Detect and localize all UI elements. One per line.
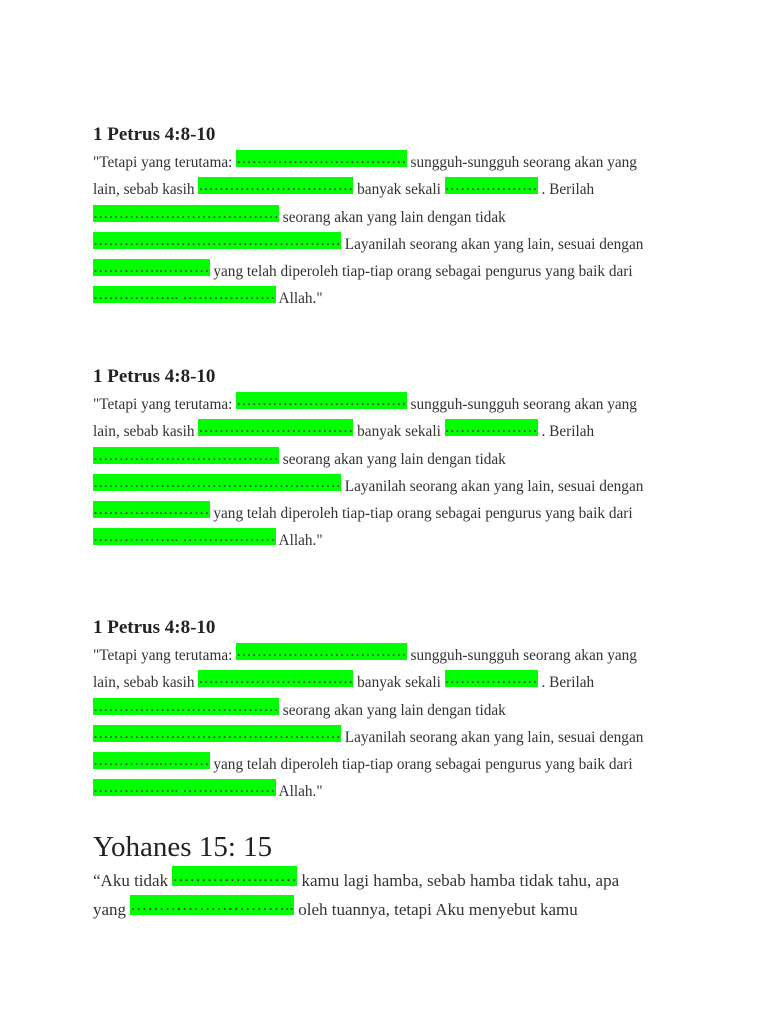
text-run: "Tetapi yang terutama: [93, 647, 237, 664]
text-line [93, 895, 675, 924]
passage-3 [93, 617, 683, 806]
text-line [93, 446, 683, 473]
fill-in-blank[interactable]: …………….. ……………… [93, 528, 276, 546]
text-line [93, 176, 683, 203]
text-run: lain, sebab kasih [93, 674, 199, 692]
text-run: Layanilah seorang akan yang lain, sesuai dengan [340, 477, 644, 495]
text-line [93, 642, 683, 669]
text-run: oleh [298, 900, 328, 919]
fill-in-blank[interactable]: ……………………….. [130, 895, 294, 914]
passage-text [93, 642, 683, 806]
text-line [93, 669, 683, 696]
text-line [93, 231, 683, 258]
text-run: Allah." [275, 783, 323, 801]
text-line [93, 258, 683, 285]
fill-in-blank[interactable]: …………..……… [93, 501, 210, 519]
fill-in-blank[interactable]: ………………………………………… [93, 231, 341, 249]
passage-1 [93, 124, 683, 313]
text-line [93, 149, 683, 176]
text-run: lain, sebab kasih [93, 181, 199, 199]
text-run: Layanilah seorang akan yang lain, sesuai dengan [340, 728, 644, 746]
text-run: banyak sekali [353, 423, 445, 441]
text-run: Aku [435, 900, 465, 919]
text-line [93, 697, 683, 724]
fill-in-blank[interactable]: …………….. ……………… [93, 286, 276, 304]
passage-heading: 1 Petrus 4:8-10 [93, 366, 216, 387]
text-run: sungguh-sungguh seorang akan yang [406, 647, 637, 664]
fill-in-blank[interactable]: ………………………… [198, 670, 354, 688]
text-run: Layanilah seorang akan yang lain, sesuai dengan [340, 235, 644, 253]
text-run: . Berilah [537, 674, 595, 692]
fill-in-blank[interactable]: ……………………………… [93, 697, 279, 715]
text-run: sungguh-sungguh seorang akan yang [406, 396, 637, 413]
text-run: seorang akan yang lain dengan tidak [278, 701, 506, 719]
fill-in-blank[interactable]: ………………………… [198, 177, 354, 195]
text-line [93, 724, 683, 751]
text-run: yang telah diperoleh tiap-tiap orang sebagai pengurus yang baik dari [209, 263, 633, 281]
text-line [93, 204, 683, 231]
text-run: menyebut [468, 900, 536, 919]
passage-heading: Yohanes 15: 15 [93, 831, 273, 863]
text-run: yang telah diperoleh tiap-tiap orang sebagai pengurus yang baik dari [209, 505, 633, 523]
passage-heading: 1 Petrus 4:8-10 [93, 617, 216, 638]
text-run: tetapi [394, 900, 432, 919]
text-run: lain, sebab kasih [93, 423, 199, 441]
text-run: banyak sekali [353, 181, 445, 199]
text-line [93, 527, 683, 554]
fill-in-blank[interactable]: ……………… [444, 419, 538, 437]
fill-in-blank[interactable]: ……………… [444, 670, 538, 688]
text-run: "Tetapi yang terutama: [93, 396, 237, 413]
text-run: kamu lagi hamba, sebab hamba tidak tahu, apa [297, 871, 620, 890]
text-run: seorang akan yang lain dengan tidak [278, 450, 506, 468]
fill-in-blank[interactable]: ………………………………………… [93, 473, 341, 491]
text-run: . Berilah [537, 423, 595, 441]
fill-in-blank[interactable]: …………..……… [93, 259, 210, 277]
fill-in-blank[interactable]: …………….. ……………… [93, 779, 276, 797]
text-line [93, 418, 683, 445]
passage-text [93, 391, 683, 555]
text-run: sungguh-sungguh seorang akan yang [406, 154, 637, 171]
fill-in-blank[interactable]: ……………………………… [93, 204, 279, 222]
text-line [93, 866, 675, 895]
passage-john [93, 830, 683, 924]
passage-heading: 1 Petrus 4:8-10 [93, 124, 216, 145]
fill-in-blank[interactable]: …………….…… [172, 866, 298, 885]
fill-in-blank[interactable]: …………………………… [236, 392, 407, 409]
fill-in-blank[interactable]: ……………………………… [93, 446, 279, 464]
fill-in-blank[interactable]: ……………… [444, 177, 538, 195]
text-run: "Tetapi yang terutama: [93, 154, 237, 171]
fill-in-blank[interactable]: …………………………… [236, 643, 407, 660]
text-run: tuannya, [331, 900, 390, 919]
fill-in-blank[interactable]: ………………………… [198, 419, 354, 437]
passage-2 [93, 366, 683, 555]
text-run: “Aku tidak [93, 871, 173, 890]
text-run: Allah." [275, 290, 323, 308]
fill-in-blank[interactable]: ………………………………………… [93, 724, 341, 742]
text-line [93, 778, 683, 805]
fill-in-blank[interactable]: …………..……… [93, 752, 210, 770]
text-run: banyak sekali [353, 674, 445, 692]
text-run: . Berilah [537, 181, 595, 199]
text-line [93, 500, 683, 527]
fill-in-blank[interactable]: …………………………… [236, 150, 407, 167]
text-line [93, 751, 683, 778]
text-run: yang telah diperoleh tiap-tiap orang sebagai pengurus yang baik dari [209, 756, 633, 774]
text-line [93, 285, 683, 312]
text-run: kamu [540, 900, 578, 919]
text-run: yang [93, 900, 127, 919]
text-line [93, 473, 683, 500]
text-run: seorang akan yang lain dengan tidak [278, 208, 506, 226]
text-run: Allah." [275, 532, 323, 550]
text-line [93, 391, 683, 418]
passage-text [93, 866, 683, 924]
passage-text [93, 149, 683, 313]
text-run [93, 866, 298, 890]
